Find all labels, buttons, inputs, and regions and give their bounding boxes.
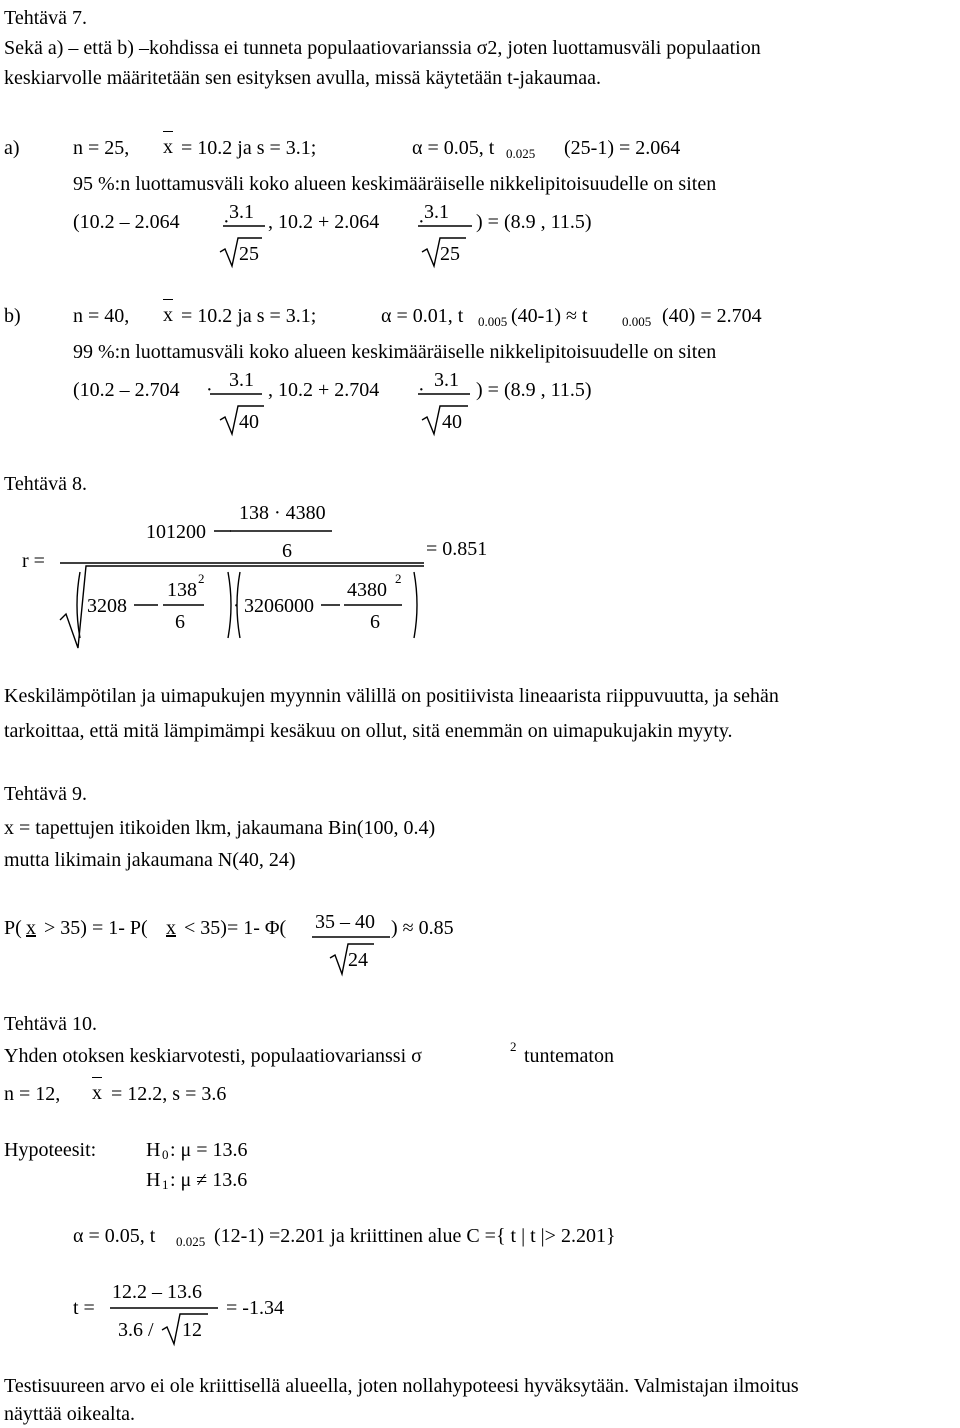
t10-xbar: x — [92, 1077, 102, 1103]
t7b-dot2: · — [418, 379, 425, 401]
t9-num: 35 – 40 — [315, 911, 375, 933]
t8-num-c: 6 — [282, 540, 292, 562]
t10-num: 12.2 – 13.6 — [112, 1281, 202, 1303]
t10-den: 3.6 / — [118, 1319, 154, 1341]
t10-h1-sub: 1 — [162, 1177, 169, 1192]
t7b-dot1: · — [206, 379, 213, 401]
t8-den-h-sup: 2 — [395, 571, 402, 586]
t7-heading: Tehtävä 7. — [4, 7, 88, 29]
t7b-den2: 40 — [442, 411, 462, 433]
t9-line2: mutta likimain jakaumana N(40, 24) — [4, 849, 296, 871]
t7b-den1: 40 — [239, 411, 259, 433]
t8-num-a: 101200 — [146, 521, 206, 543]
t7a-den1: 25 — [239, 243, 259, 265]
t7b-mid: , 10.2 + 2.704 — [268, 379, 380, 401]
t10-den-root: 12 — [182, 1319, 202, 1341]
t8-den-d: 3208 — [87, 595, 127, 617]
t7-intro-line1: Sekä a) – että b) –kohdissa ei tunneta populaatiovarianssia σ2, joten luottamusväli populaation — [4, 37, 761, 59]
t9-p4: ) ≈ 0.85 — [391, 917, 454, 939]
t7a-label: a) — [4, 137, 20, 159]
t7a-n: n = 25, — [73, 137, 130, 159]
t10-line1-end: tuntematon — [524, 1045, 614, 1067]
t7a-num2: 3.1 — [424, 201, 449, 223]
t7b-sentence: 99 %:n luottamusväli koko alueen keskimääräiselle nikkelipitoisuudelle on siten — [73, 341, 717, 363]
t10-h1-rest: : μ ≠ 13.6 — [170, 1169, 248, 1191]
t8-text-line2: tarkoittaa, että mitä lämpimämpi kesäkuu on ollut, sitä enemmän on uimapukujakin myyty. — [4, 720, 733, 742]
t7b-trest: (40-1) ≈ t — [511, 305, 588, 327]
t8-result: = 0.851 — [426, 538, 488, 560]
t8-text-line1: Keskilämpötilan ja uimapukujen myynnin välillä on positiivista lineaarista riippuvuutta, ja sehän — [4, 685, 779, 707]
t10-alpha: α = 0.05, t — [73, 1225, 156, 1247]
t10-h0-sub: 0 — [162, 1147, 169, 1162]
t10-conclusion-line2: näyttää oikealta. — [4, 1403, 136, 1425]
t7b-n: n = 40, — [73, 305, 130, 327]
t10-conclusion-line1: Testisuureen arvo ei ole kriittisellä alueella, joten nollahypoteesi hyväksytään. Valmistajan ilmoitus — [4, 1375, 799, 1397]
t9-px2: x — [166, 917, 176, 939]
t8-den-dot: · — [233, 595, 240, 617]
t7b-open: (10.2 – 2.704 — [73, 379, 180, 401]
t10-result: = -1.34 — [226, 1297, 284, 1319]
t10-xval: = 12.2, s = 3.6 — [111, 1083, 227, 1105]
t7b-tsub2: 0.005 — [622, 314, 652, 329]
t7b-num1: 3.1 — [229, 369, 254, 391]
t8-den-e: 138 — [167, 579, 197, 601]
t8-den-g: 3206000 — [244, 595, 314, 617]
t7-intro-line2: keskiarvolle määritetään sen esityksen avulla, missä käytetään t-jakaumaa. — [4, 67, 601, 89]
t7a-tsub: 0.025 — [506, 146, 536, 161]
t9-heading: Tehtävä 9. — [4, 783, 88, 805]
t7b-label: b) — [4, 305, 21, 327]
t10-h1: H — [146, 1169, 161, 1191]
t10-alpha-rest: (12-1) =2.201 ja kriittinen alue C ={ t | t |> 2.201} — [214, 1225, 616, 1247]
t10-h0-rest: : μ = 13.6 — [170, 1139, 248, 1161]
t9-p2: > 35) = 1- P( — [44, 917, 148, 939]
t7a-xval: = 10.2 ja s = 3.1; — [181, 137, 317, 159]
t8-den-i: 6 — [370, 611, 380, 633]
t7a-dot2: · — [418, 211, 425, 233]
t7b-trest2: (40) = 2.704 — [662, 305, 762, 327]
t10-alpha-sub: 0.025 — [176, 1234, 206, 1249]
t7b-num2: 3.1 — [434, 369, 459, 391]
t7a-xbar: x — [163, 131, 173, 157]
t8-den-e-sup: 2 — [198, 571, 205, 586]
t10-hypotheses-label: Hypoteesit: — [4, 1139, 97, 1161]
t10-h0: H — [146, 1139, 161, 1161]
t7a-dot1: · — [223, 211, 230, 233]
t8-den-f: 6 — [175, 611, 185, 633]
t7b-xbar: x — [163, 299, 173, 325]
t8-heading: Tehtävä 8. — [4, 473, 88, 495]
t7a-trest: (25-1) = 2.064 — [564, 137, 681, 159]
t7a-den2: 25 — [440, 243, 460, 265]
t7b-xval: = 10.2 ja s = 3.1; — [181, 305, 317, 327]
t7b-tsub: 0.005 — [478, 314, 508, 329]
t9-p1: P( — [4, 917, 22, 939]
t7a-mid: , 10.2 + 2.064 — [268, 211, 380, 233]
t9-den: 24 — [348, 949, 368, 971]
t8-num-b: 138 · 4380 — [239, 502, 326, 524]
t9-line1: x = tapettujen itikoiden lkm, jakaumana Bin(100, 0.4) — [4, 817, 436, 839]
t7a-open: (10.2 – 2.064 — [73, 211, 180, 233]
t7a-num1: 3.1 — [229, 201, 254, 223]
t9-px1: x — [26, 917, 36, 939]
t8-r: r = — [22, 550, 45, 572]
t8-den-h: 4380 — [347, 579, 387, 601]
t10-t: t = — [73, 1297, 95, 1319]
t7a-sentence: 95 %:n luottamusväli koko alueen keskimääräiselle nikkelipitoisuudelle on siten — [73, 173, 717, 195]
t9-p3: < 35)= 1- Φ( — [184, 917, 287, 939]
t7b-alpha: α = 0.01, t — [381, 305, 464, 327]
t7a-close: ) = (8.9 , 11.5) — [476, 211, 592, 233]
t7b-close: ) = (8.9 , 11.5) — [476, 379, 592, 401]
t10-line1: Yhden otoksen keskiarvotesti, populaatiovarianssi σ — [4, 1045, 422, 1067]
t10-n: n = 12, — [4, 1083, 61, 1105]
t7a-alpha: α = 0.05, t — [412, 137, 495, 159]
t10-line1-sup: 2 — [510, 1039, 517, 1054]
t10-heading: Tehtävä 10. — [4, 1013, 98, 1035]
